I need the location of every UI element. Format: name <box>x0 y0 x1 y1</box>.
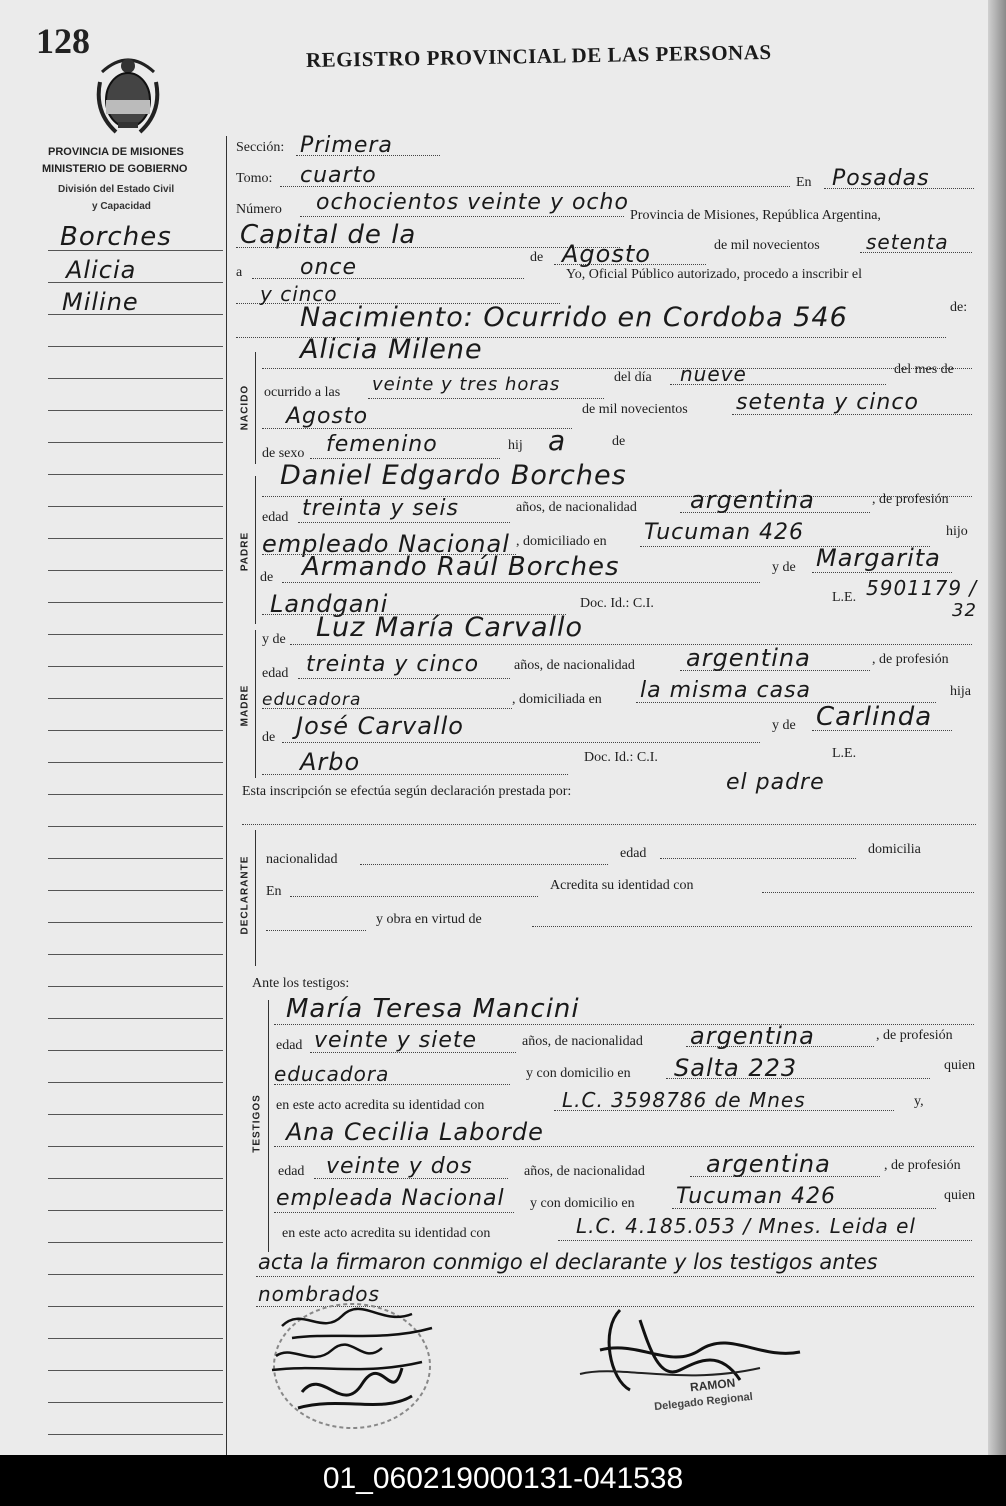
hora-value: veinte y tres horas <box>372 374 561 395</box>
tomo-value: cuarto <box>300 163 377 188</box>
margin-rule <box>48 634 223 635</box>
madre-le-label: L.E. <box>832 746 857 761</box>
abuela-m-ap-value: Arbo <box>300 748 361 776</box>
padre-de-label: de <box>260 570 274 585</box>
t1-y-label: y, <box>914 1094 924 1109</box>
margin-name: Alicia <box>66 256 137 284</box>
t2-quien-label: quien <box>944 1188 976 1203</box>
del-mes-label: del mes de <box>894 362 954 377</box>
testigo2-value: Ana Cecilia Laborde <box>286 1118 544 1146</box>
province-label: PROVINCIA DE MISIONES <box>48 146 184 158</box>
madre-line <box>290 644 972 645</box>
margin-rule <box>48 1306 223 1307</box>
margin-rule <box>48 666 223 667</box>
acredita-line <box>762 892 974 893</box>
margin-rule <box>48 1370 223 1371</box>
margin-surname: Borches <box>60 222 172 252</box>
cierre2-value: nombrados <box>258 1282 380 1306</box>
dia-nac-value: nueve <box>680 362 747 386</box>
numero-label: Número <box>236 202 282 217</box>
abuela-line <box>812 572 952 573</box>
madre-prof-value: educadora <box>262 690 362 710</box>
section-nacido: NACIDO <box>239 384 251 431</box>
padre-nac-value: argentina <box>690 486 815 514</box>
anio-cont-value: y cinco <box>260 282 338 306</box>
abuelo-line <box>282 582 760 583</box>
margin-rule <box>48 1018 223 1019</box>
padre-value: Daniel Edgardo Borches <box>280 460 627 491</box>
margin-rule <box>48 1242 223 1243</box>
t1-edad-label: edad <box>276 1038 303 1053</box>
hij-suffix: a <box>548 424 567 457</box>
margin-rule <box>48 794 223 795</box>
stamp-name: RAMON <box>689 1375 736 1395</box>
decl-en-line <box>290 896 538 897</box>
margin-rule <box>48 922 223 923</box>
t1-quien-label: quien <box>944 1058 976 1073</box>
t1-dom-value: Salta 223 <box>674 1054 798 1082</box>
madre-border <box>255 630 256 778</box>
de-mil-label: de mil novecientos <box>714 238 820 253</box>
margin-rule <box>48 410 223 411</box>
hora-line <box>368 398 604 399</box>
domiciliado-label: , domiciliado en <box>516 534 607 549</box>
padre-dom-value: Tucuman 426 <box>644 520 805 545</box>
ante-label: Ante los testigos: <box>252 976 350 991</box>
madre-prof-label: , de profesión <box>872 652 949 667</box>
margin-rule <box>48 986 223 987</box>
seccion-value: Primera <box>300 133 393 158</box>
padre-prof-label: , de profesión <box>872 492 949 507</box>
signatures-left <box>262 1296 462 1436</box>
margin-rule <box>48 506 223 507</box>
margin-rule <box>48 730 223 731</box>
margin-rule <box>48 602 223 603</box>
madre-y-de-label: y de <box>262 632 286 647</box>
coat-of-arms-icon <box>96 52 160 138</box>
de-mil-label-2: de mil novecientos <box>582 402 688 417</box>
testigo1-value: María Teresa Mancini <box>286 994 580 1024</box>
de-label-2: de <box>612 434 626 449</box>
madre-edad-value: treinta y cinco <box>306 652 480 677</box>
nombre-line <box>262 368 972 369</box>
madre-nac-value: argentina <box>686 644 811 672</box>
section-madre: MADRE <box>239 684 251 727</box>
madre-nac-label: años, de nacionalidad <box>514 658 635 673</box>
margin-name-2: Miline <box>62 288 139 316</box>
obra-pre-line <box>266 930 366 931</box>
t2-nac-value: argentina <box>706 1150 831 1178</box>
yo-label: Yo, Oficial Público autorizado, procedo a inscribir el <box>566 267 863 282</box>
declarante-border <box>255 830 256 966</box>
cierre1-value: acta la firmaron conmigo el declarante y los testigos antes <box>258 1250 878 1274</box>
main-border <box>226 136 227 1455</box>
de-colon-label: de: <box>950 300 968 315</box>
madre-y-de-label-2: y de <box>772 718 796 733</box>
a-label: a <box>236 265 243 280</box>
madre-edad-label: edad <box>262 666 289 681</box>
sexo-label: de sexo <box>262 446 305 461</box>
margin-rule <box>48 858 223 859</box>
decl-nac-line <box>360 864 608 865</box>
t1-prof-value: educadora <box>274 1062 390 1086</box>
numero-value: ochocientos veinte y ocho <box>316 190 629 215</box>
stamp-role: Delegado Regional <box>653 1390 754 1414</box>
t2-prof-line <box>274 1212 514 1213</box>
t2-dom-label: y con domicilio en <box>530 1196 635 1211</box>
testigos-border <box>268 1000 269 1252</box>
t1-prof-label: , de profesión <box>876 1028 953 1043</box>
nombre-value: Alicia Milene <box>300 334 483 365</box>
en-value: Posadas <box>832 166 930 191</box>
inscripcion-label: Esta inscripción se efectúa según declaración prestada por: <box>242 784 572 799</box>
margin-rule <box>48 826 223 827</box>
division-label-2: y Capacidad <box>92 201 151 212</box>
testigo1-line <box>274 1024 974 1025</box>
t1-nac-label: años, de nacionalidad <box>522 1034 643 1049</box>
margin-rule <box>48 762 223 763</box>
abuelo-m-line <box>282 742 760 743</box>
nacido-border <box>255 352 256 464</box>
margin-rule <box>48 698 223 699</box>
hijo-label: hijo <box>946 524 968 539</box>
margin-rule <box>48 954 223 955</box>
dia-value: once <box>300 255 358 280</box>
section-declarante: DECLARANTE <box>239 855 251 935</box>
decl-edad-label: edad <box>620 846 647 861</box>
anio-nac-value: setenta y cinco <box>736 390 919 415</box>
t1-nac-value: argentina <box>690 1022 815 1050</box>
margin-rule <box>48 474 223 475</box>
margin-rule <box>48 1146 223 1147</box>
sexo-value: femenino <box>326 432 438 457</box>
obra-line <box>532 926 972 927</box>
footer-code: 01_060219000131-041538 <box>322 1462 684 1495</box>
decl-en-label: En <box>266 884 282 899</box>
padre-border <box>255 476 256 624</box>
padre-le-suffix: 32 <box>952 600 977 621</box>
page-edge <box>988 0 1006 1455</box>
ministry-label: MINISTERIO DE GOBIERNO <box>42 163 188 175</box>
t2-doc-line <box>558 1240 972 1241</box>
abuelo-value: Armando Raúl Borches <box>302 552 620 582</box>
le-label: L.E. <box>832 590 857 605</box>
margin-rule <box>48 1114 223 1115</box>
margin-rule <box>48 378 223 379</box>
t2-edad-value: veinte y dos <box>326 1154 473 1179</box>
madre-de-label: de <box>262 730 276 745</box>
declarante-value: el padre <box>726 770 825 795</box>
hija-label: hija <box>950 684 971 699</box>
padre-le-value: 5901179 / <box>866 576 978 600</box>
division-label: División del Estado Civil <box>58 184 175 195</box>
de-label: de <box>530 250 544 265</box>
abuela-value: Margarita <box>816 544 941 572</box>
margin-rule <box>48 442 223 443</box>
capital-value: Capital de la <box>240 220 417 250</box>
numero-line <box>300 216 624 217</box>
t2-edad-label: edad <box>278 1164 305 1179</box>
t1-dom-label: y con domicilio en <box>526 1066 631 1081</box>
nacimiento-value: Nacimiento: Ocurrido en Cordoba 546 <box>300 302 848 333</box>
abuela-m-value: Carlinda <box>816 702 933 732</box>
t2-nac-label: años, de nacionalidad <box>524 1164 645 1179</box>
en-label: En <box>796 175 812 190</box>
padre-prof-value: empleado Nacional <box>262 530 510 558</box>
section-padre: PADRE <box>239 531 251 572</box>
margin-rule <box>48 1050 223 1051</box>
padre-nac-label: años, de nacionalidad <box>516 500 637 515</box>
margin-rule <box>48 570 223 571</box>
margin-rule <box>48 1434 223 1435</box>
t2-prof-value: empleada Nacional <box>276 1186 505 1211</box>
margin-rule <box>48 1178 223 1179</box>
margin-rule <box>48 1338 223 1339</box>
t2-acredita-label: en este acto acredita su identidad con <box>282 1226 491 1241</box>
section-testigos: TESTIGOS <box>251 1094 263 1153</box>
margin-rule <box>48 346 223 347</box>
madre-value: Luz María Carvallo <box>316 612 584 643</box>
padre-edad-label: edad <box>262 510 289 525</box>
cierre1-line <box>256 1276 974 1277</box>
dia-line <box>252 278 524 279</box>
nacionalidad-label: nacionalidad <box>266 852 338 867</box>
testigo2-line <box>274 1146 974 1147</box>
mes-value: Agosto <box>562 240 651 268</box>
t1-doc-value: L.C. 3598786 de Mnes <box>562 1088 806 1112</box>
t1-edad-value: veinte y siete <box>314 1028 478 1053</box>
provincia-label: Provincia de Misiones, República Argentina, <box>630 208 881 223</box>
mes-nac-value: Agosto <box>286 404 369 429</box>
madre-doc-id-label: Doc. Id.: C.I. <box>584 750 658 765</box>
ocurrido-label: ocurrido a las <box>264 385 341 400</box>
margin-rule <box>48 1210 223 1211</box>
margin-rule <box>48 1402 223 1403</box>
abuelo-m-value: José Carvallo <box>296 712 464 740</box>
tomo-label: Tomo: <box>236 171 273 186</box>
padre-edad-line <box>298 522 510 523</box>
domicilia-label: domicilia <box>868 842 921 857</box>
page-number: 128 <box>36 21 90 61</box>
margin-rule <box>48 1082 223 1083</box>
inscripcion-line <box>242 824 976 825</box>
seccion-label: Sección: <box>236 140 285 155</box>
page-title: REGISTRO PROVINCIAL DE LAS PERSONAS <box>305 39 772 73</box>
hij-label: hij <box>508 438 523 453</box>
sexo-line <box>310 458 500 459</box>
acredita-label: Acredita su identidad con <box>550 878 694 893</box>
madre-edad-line <box>298 678 510 679</box>
t2-prof-label: , de profesión <box>884 1158 961 1173</box>
t2-doc-value: L.C. 4.185.053 / Mnes. Leida el <box>576 1214 916 1238</box>
abuela-ap-value: Landgani <box>270 590 389 618</box>
margin-rule <box>48 538 223 539</box>
t2-dom-value: Tucuman 426 <box>676 1184 837 1209</box>
doc-id-label: Doc. Id.: C.I. <box>580 596 654 611</box>
del-dia-label: del día <box>614 370 652 385</box>
anio-value: setenta <box>866 230 949 254</box>
domiciliada-label: , domiciliada en <box>512 692 602 707</box>
y-de-label: y de <box>772 560 796 575</box>
madre-dom-value: la misma casa <box>640 678 812 703</box>
obra-label: y obra en virtud de <box>376 912 482 927</box>
t1-acredita-label: en este acto acredita su identidad con <box>276 1098 485 1113</box>
margin-rule <box>48 890 223 891</box>
padre-edad-value: treinta y seis <box>302 496 459 521</box>
decl-edad-line <box>660 858 856 859</box>
margin-rule <box>48 1274 223 1275</box>
